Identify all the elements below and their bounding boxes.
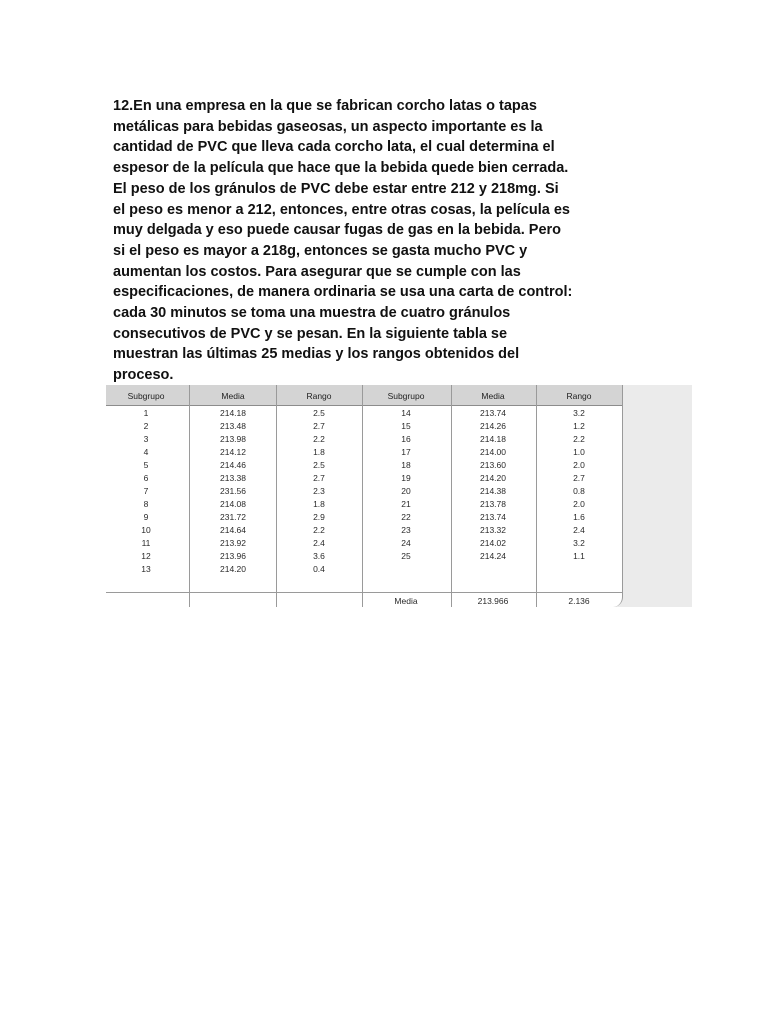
table-cell: 214.18 [480,434,506,444]
problem-line: El peso de los gránulos de PVC debe estar entre 212 y 218mg. Si [113,180,559,197]
footer-media-value: 213.966 [477,596,509,606]
problem-line: muy delgada y eso puede causar fugas de gas en la bebida. Pero [113,222,562,239]
table-cell: 13 [141,564,151,574]
table-cell: 2.5 [313,408,325,418]
table-cell: 7 [143,486,149,496]
table-cell: 24 [401,538,411,548]
table-cell: 213.78 [480,499,506,509]
problem-line: metálicas para bebidas gaseosas, un aspecto importante es la [113,118,543,135]
table-cell: 2.7 [313,421,325,431]
column-header: Media [221,391,245,401]
column-header: Rango [566,391,592,401]
table-cell: 214.38 [480,486,506,496]
footer-rango-value: 2.136 [568,596,590,606]
table-cell: 3.2 [573,408,585,418]
table-cell: 2.7 [313,473,325,483]
data-table [106,385,623,607]
table-cell: 213.74 [480,512,506,522]
table-cell: 9 [143,512,149,522]
table-cell: 2.4 [573,525,585,535]
table-cell: 15 [401,421,411,431]
table-cell: 2.0 [573,460,585,470]
table-cell: 214.46 [220,460,246,470]
table-cell: 2.2 [573,434,585,444]
table-cell: 22 [401,512,411,522]
column-header: Rango [306,391,332,401]
table-cell: 213.74 [480,408,506,418]
column-divider [451,385,452,607]
table-cell: 214.02 [480,538,506,548]
table-cell: 2 [143,421,149,431]
column-header: Media [481,391,505,401]
table-cell: 2.2 [313,525,325,535]
table-cell: 214.64 [220,525,246,535]
table-cell: 12 [141,551,151,561]
table-cell: 1.0 [573,447,585,457]
problem-line: 12.En una empresa en la que se fabrican corcho latas o tapas [113,98,537,114]
problem-line: muestran las últimas 25 medias y los rangos obtenidos del [113,346,520,363]
table-cell: 1.1 [573,551,585,561]
table-cell: 1.6 [573,512,585,522]
table-cell: 213.32 [480,525,506,535]
column-divider [189,385,190,607]
table-cell: 4 [143,447,149,457]
problem-line: cantidad de PVC que lleva cada corcho lata, el cual determina el [113,139,555,156]
column-header: Subgrupo [127,391,165,401]
problem-line: el peso es menor a 212, entonces, entre otras cosas, la película es [113,201,570,218]
table-cell: 19 [401,473,411,483]
table-cell: 213.98 [220,434,246,444]
problem-line: proceso. [113,367,174,384]
table-cell: 5 [143,460,149,470]
table-cell: 2.7 [573,473,585,483]
table-cell: 213.38 [220,473,246,483]
table-cell: 214.24 [480,551,506,561]
table-cell: 2.3 [313,486,325,496]
table-cell: 213.60 [480,460,506,470]
table-cell: 2.0 [573,499,585,509]
table-footer-divider [106,592,622,593]
problem-line: cada 30 minutos se toma una muestra de cuatro gránulos [113,305,511,322]
table-cell: 213.48 [220,421,246,431]
table-cell: 1 [143,408,149,418]
table-cell: 8 [143,499,149,509]
table-cell: 23 [401,525,411,535]
table-cell: 20 [401,486,411,496]
table-cell: 214.00 [480,447,506,457]
table-cell: 6 [143,473,149,483]
table-cell: 1.8 [313,499,325,509]
column-header: Subgrupo [387,391,425,401]
table-cell: 16 [401,434,411,444]
table-cell: 3 [143,434,149,444]
table-cell: 1.8 [313,447,325,457]
table-cell: 214.26 [480,421,506,431]
table-cell: 3.2 [573,538,585,548]
table-cell: 2.9 [313,512,325,522]
table-cell: 17 [401,447,411,457]
table-cell: 0.4 [313,564,325,574]
column-divider [536,385,537,607]
table-cell: 2.4 [313,538,325,548]
problem-statement [113,96,603,386]
table-cell: 11 [141,538,151,548]
problem-line: especificaciones, de manera ordinaria se usa una carta de control: [113,284,573,301]
problem-line: si el peso es mayor a 218g, entonces se gasta mucho PVC y [113,242,528,259]
table-cell: 3.6 [313,551,325,561]
footer-label: Media [394,596,418,606]
table-cell: 21 [401,499,411,509]
table-cell: 214.18 [220,408,246,418]
table-cell: 1.2 [573,421,585,431]
table-cell: 214.20 [220,564,246,574]
table-cell: 213.96 [220,551,246,561]
table-cell: 10 [141,525,151,535]
table-cell: 14 [401,408,411,418]
table-cell: 231.72 [220,512,246,522]
problem-line: aumentan los costos. Para asegurar que se cumple con las [113,263,521,280]
table-cell: 2.2 [313,434,325,444]
problem-line: espesor de la película que hace que la bebida quede bien cerrada. [113,160,569,177]
data-table-image [106,385,692,607]
table-cell: 214.08 [220,499,246,509]
problem-line: consecutivos de PVC y se pesan. En la siguiente tabla se [113,325,508,342]
table-cell: 231.56 [220,486,246,496]
table-cell: 214.12 [220,447,246,457]
table-cell: 25 [401,551,411,561]
column-divider [276,385,277,607]
table-cell: 18 [401,460,411,470]
column-divider [362,385,363,607]
table-cell: 214.20 [480,473,506,483]
table-cell: 0.8 [573,486,585,496]
table-cell: 213.92 [220,538,246,548]
table-cell: 2.5 [313,460,325,470]
